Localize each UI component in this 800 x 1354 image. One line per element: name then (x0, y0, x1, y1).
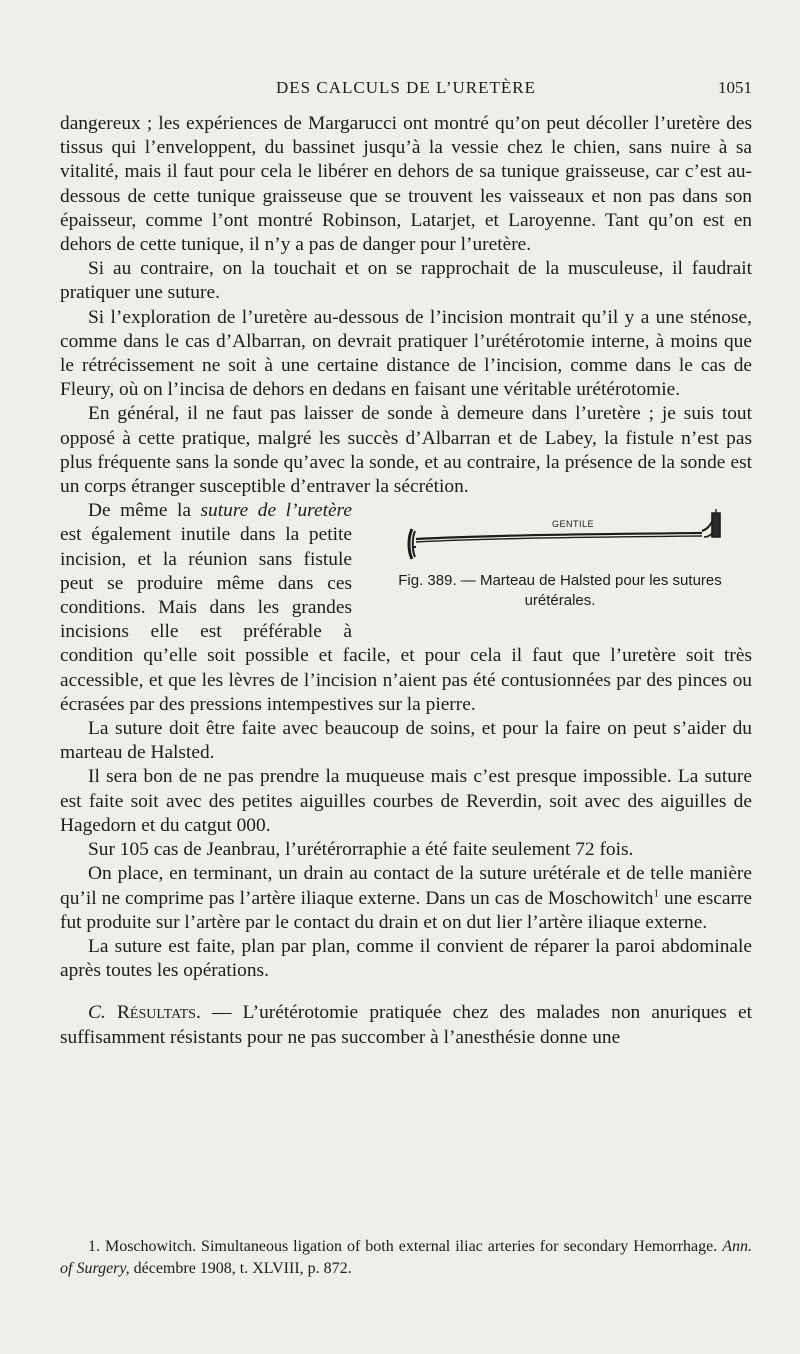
text-run: De même la (88, 500, 201, 522)
running-title: DES CALCULS DE L’URETÈRE (276, 78, 536, 97)
text-run: est également inutile dans la petite incision, et la réunion sans fistule peut se produire même dans ces conditions. Mais dans les grandes incisions elle est préférable à condition qu’elle soit possible et facile, et pour cela il faut que l’uretère soit très accessible, et que les lèvres de l’incision n’aient pas été contusionnées par des pinces ou écrasées par des pressions intempestives sur la pierre. (60, 524, 752, 715)
page-number: 1051 (718, 78, 752, 97)
paragraph: La suture est faite, plan par plan, comme il convient de réparer la paroi abdominale après toutes les opérations. (60, 935, 752, 982)
instrument-label: GENTILE (552, 519, 595, 530)
page-header (60, 78, 752, 104)
figure-389 (362, 507, 758, 621)
halsted-hammer-icon (402, 507, 732, 573)
paragraph: Si l’exploration de l’uretère au-dessous de l’incision montrait qu’il y a une sténose, comme dans le cas d’Albarran, on devrait pratiquer l’urétérotomie interne, à moins que le rétrécissement ne soit à une certaine distance de l’incision, comme dans le cas de Fleury, où on l’incisa de dehors en dedans en faisant une véritable urétérotomie. (60, 306, 752, 401)
paragraph: La suture doit être faite avec beaucoup de soins, et pour la faire on peut s’aider du marteau de Halsted. (60, 718, 752, 764)
paragraph: dangereux ; les expériences de Margarucci ont montré qu’on peut décoller l’uretère des tissus qui l’enveloppent, du bassinet jusqu’à la vessie chez le chien, sans nuire à sa vitalité, mais il faut pour cela le libérer en dehors de sa tunique graisseuse, car c’est au-dessous de cette tunique graisseuse que se trouvent les vaisseaux et non pas dans son épaisseur, comme l’ont montré Robinson, Latarjet, et Laroyenne. Tant qu’on est en dehors de cette tunique, il n’y a pas de danger pour l’uretère. (60, 113, 752, 256)
footnote-details: décembre 1908, t. XLVIII, p. 872. (129, 1260, 352, 1277)
paragraph: Sur 105 cas de Jeanbrau, l’urétérorraphie a été faite seulement 72 fois. (88, 839, 634, 861)
footnotes (60, 1236, 752, 1280)
figure-caption: Fig. 389. — Marteau de Halsted pour les sutures urétérales. (398, 572, 722, 610)
text-run: On place, en terminant, un drain au contact de la suture urétérale et de telle manière qu’il ne comprime pas l’artère iliaque externe. Dans un cas de Moschowitch (60, 863, 752, 909)
paragraph: Si au contraire, on la touchait et on se rapprochait de la musculeuse, il faudrait pratiquer une suture. (60, 258, 752, 304)
text-run: une escarre fut produite sur l’artère par le contact du drain et on dut lier l’artère iliaque externe. (60, 887, 752, 933)
emphasis: suture de l’uretère (200, 500, 352, 522)
section-heading: Résultats. (116, 1002, 201, 1024)
paragraph-with-figure (60, 499, 752, 717)
section-heading-paragraph (60, 1001, 752, 1049)
paragraph (60, 862, 752, 935)
footnote-ref: 1 (653, 887, 659, 900)
footnote (60, 1236, 752, 1280)
main-text (60, 112, 752, 1050)
footnote-text: 1. Moschowitch. Simultaneous ligation of both external iliac arteries for secondary Hemorrhage. (88, 1238, 723, 1255)
paragraph: Il sera bon de ne pas prendre la muqueuse mais c’est presque impossible. La suture est faite soit avec des petites aiguilles courbes de Reverdin, soit avec des aiguilles de Hagedorn et du catgut 000. (60, 766, 752, 836)
paragraph: En général, il ne faut pas laisser de sonde à demeure dans l’uretère ; je suis tout opposé à cette pratique, malgré les succès d’Albarran et de Labey, la fistule n’est pas plus fréquente sans la sonde qu’avec la sonde, et au contraire, la présence de la sonde est un corps étranger susceptible d’entraver la sécrétion. (60, 403, 752, 498)
section-label: C. (88, 1002, 117, 1024)
footnote-journal: Ann. of Surgery, (60, 1238, 752, 1277)
text-run: — L’urétérotomie pratiquée chez des malades non anuriques et suffisamment résistants pour ne pas succomber à l’anesthésie donne une (60, 1002, 752, 1048)
